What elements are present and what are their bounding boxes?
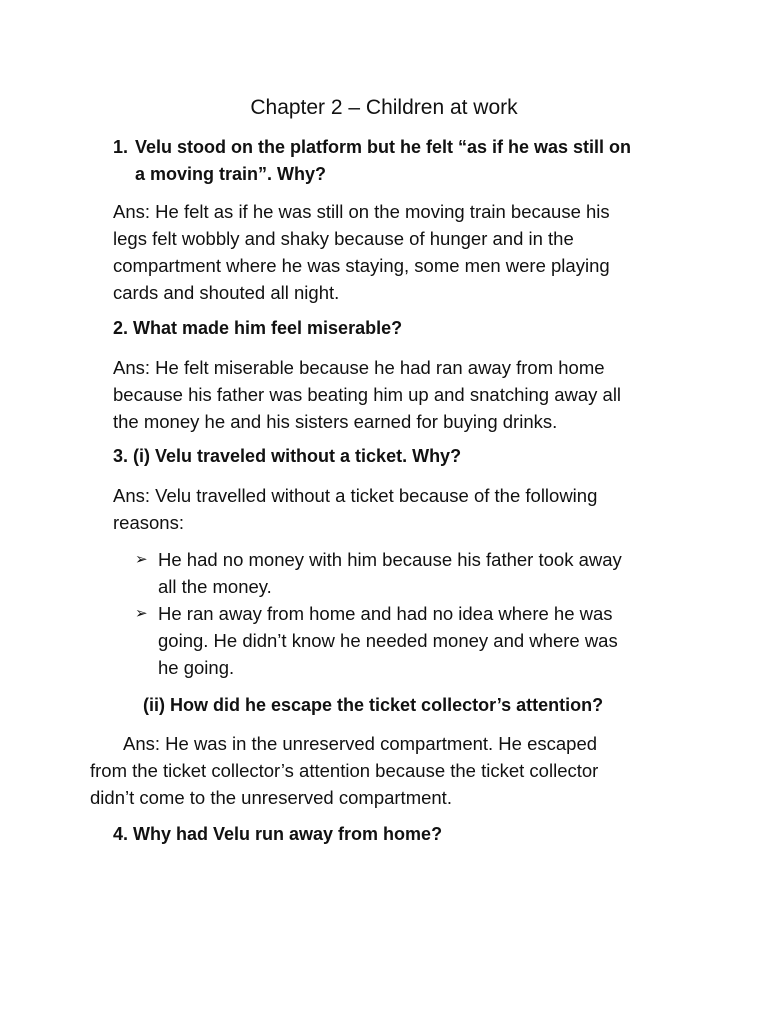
question-1-number: 1. [113,137,129,157]
reason-line: all the money. [158,576,272,597]
answer-3-i-line: Ans: Velu travelled without a ticket because of the following [113,485,598,506]
answer-3-ii-line [90,730,690,757]
answer-1 [113,198,673,306]
answer-3-ii-line-text: Ans: He was in the unreserved compartment. He escaped [123,733,598,754]
arrow-bullet-icon: ➢ [135,551,148,568]
answer-1-line: cards and shouted all night. [113,282,340,303]
reason-line: He had no money with him because his father took away [158,549,622,570]
answer-3-ii [90,730,690,811]
question-1-text-line-1: Velu stood on the platform but he felt “as if he was still on [135,137,632,157]
reason-item [135,600,675,681]
question-3-i: 3. (i) Velu traveled without a ticket. Why? [113,446,462,466]
question-1-text-line-2: a moving train”. Why? [135,164,327,184]
answer-2-line: Ans: He felt miserable because he had ran away from home [113,357,605,378]
reason-line: going. He didn’t know he needed money and where was [158,630,618,651]
question-3-ii: (ii) How did he escape the ticket collector’s attention? [143,695,604,715]
answer-2-line: because his father was beating him up and snatching away all [113,384,622,405]
answer-1-line: compartment where he was staying, some men were playing [113,255,610,276]
answer-1-line: Ans: He felt as if he was still on the moving train because his [113,201,610,222]
reason-line: he going. [158,657,235,678]
answer-3-ii-line: didn’t come to the unreserved compartment. [90,787,452,808]
arrow-bullet-icon: ➢ [135,605,148,622]
reason-line: He ran away from home and had no idea where he was [158,603,613,624]
reasons-list [135,546,675,681]
question-2: 2. What made him feel miserable? [113,318,403,338]
answer-2 [113,354,683,435]
question-4: 4. Why had Velu run away from home? [113,824,443,844]
answer-1-line: legs felt wobbly and shaky because of hunger and in the [113,228,574,249]
answer-3-i [113,482,683,536]
question-1-line-1 [113,134,713,161]
answer-3-ii-line: from the ticket collector’s attention because the ticket collector [90,760,599,781]
question-1 [113,134,713,188]
answer-2-line: the money he and his sisters earned for buying drinks. [113,411,558,432]
reason-item [135,546,675,600]
answer-3-i-line: reasons: [113,512,184,533]
chapter-title: Chapter 2 – Children at work [250,96,518,119]
